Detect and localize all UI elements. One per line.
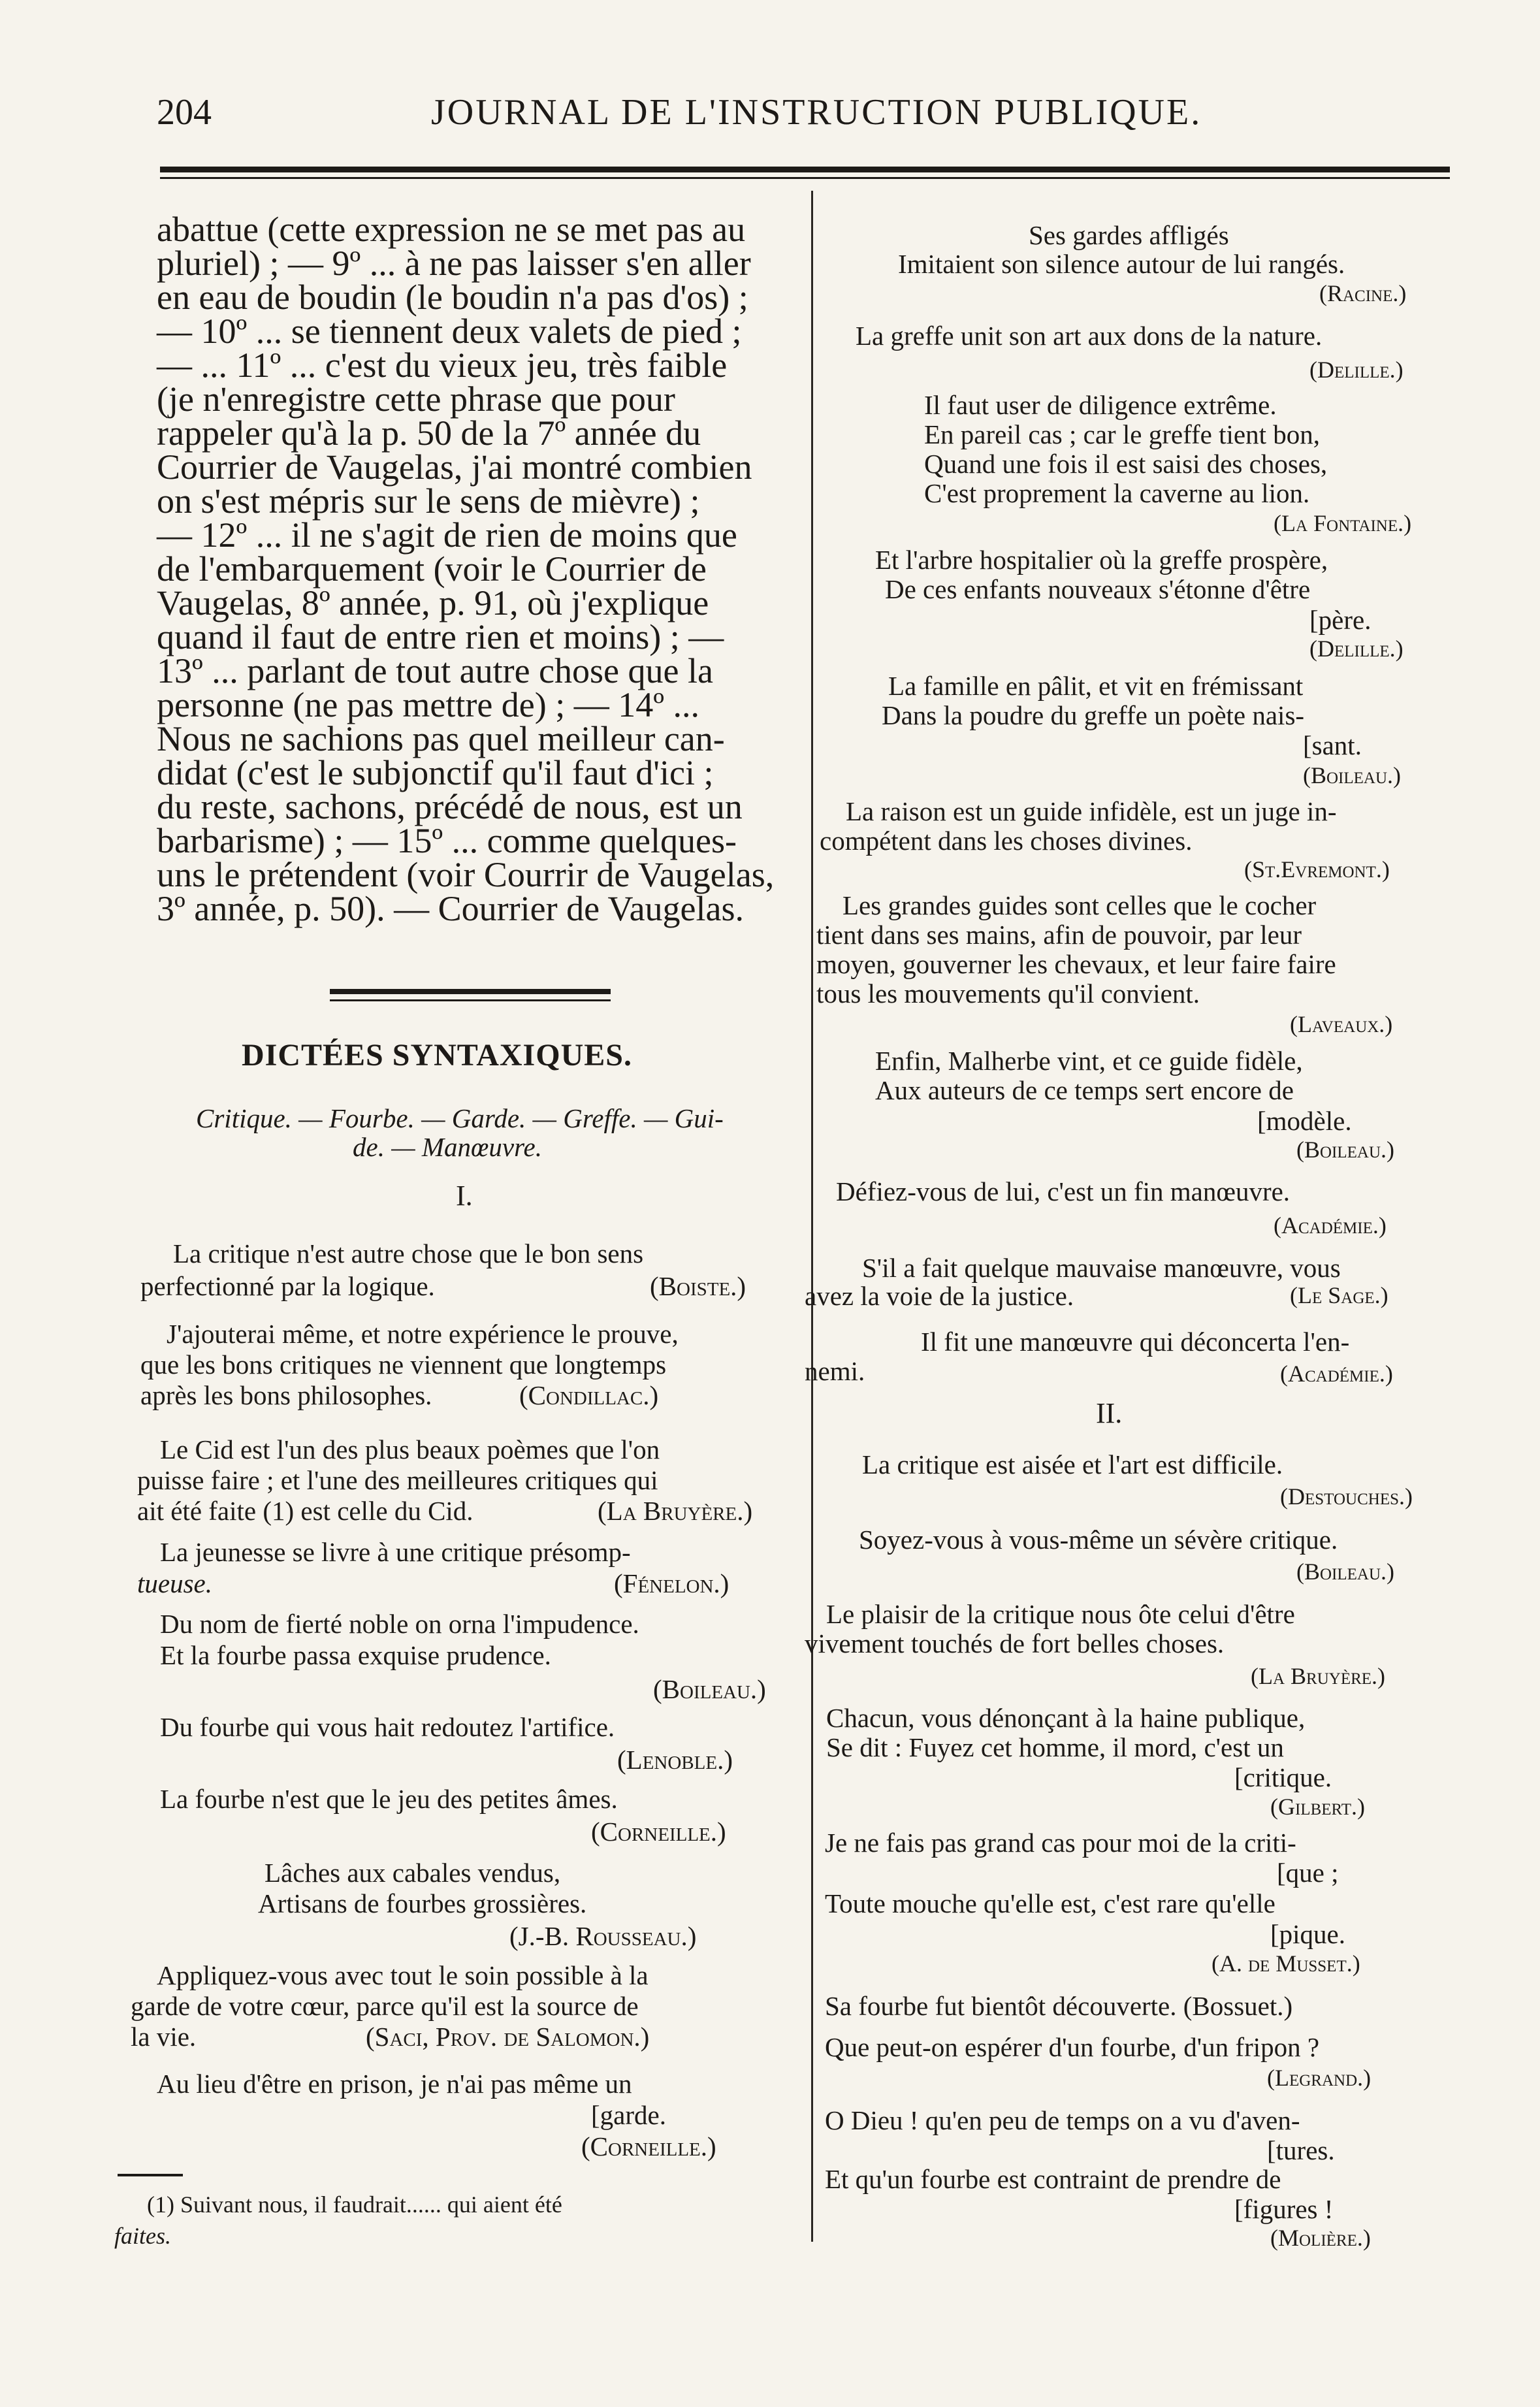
entry-text: après les bons philosophes. xyxy=(140,1380,432,1410)
quote-line: Et qu'un fourbe est contraint de prendre de xyxy=(825,2164,1281,2194)
intro-line: personne (ne pas mettre de) ; — 14º ... xyxy=(157,685,699,724)
intro-line: on s'est mépris sur le sens de mièvre) ; xyxy=(157,481,700,521)
entry-attribution: (Fénelon.) xyxy=(614,1568,730,1598)
header-rule-thin xyxy=(160,177,1450,179)
header-rule-thick xyxy=(160,167,1450,172)
intro-line: abattue (cette expression ne se met pas au xyxy=(157,210,746,249)
quote-line: Ses gardes affligés xyxy=(1029,220,1229,250)
section-number: II. xyxy=(1096,1397,1123,1429)
intro-line: 13º ... parlant de tout autre chose que la xyxy=(157,651,713,690)
entry-text: Artisans de fourbes grossières. xyxy=(258,1888,587,1918)
intro-line: en eau de boudin (le boudin n'a pas d'os) ; xyxy=(157,278,748,317)
quote-line: tous les mouvements qu'il convient. xyxy=(816,978,1200,1009)
entry-text: Lâches aux cabales vendus, xyxy=(265,1858,561,1888)
section-rule xyxy=(330,989,611,994)
intro-line: de l'embarquement (voir le Courrier de xyxy=(157,549,707,589)
quote-line: O Dieu ! qu'en peu de temps on a vu d'aven- xyxy=(825,2105,1300,2135)
intro-line: Vaugelas, 8º année, p. 91, où j'explique xyxy=(157,583,709,622)
intro-line: — ... 11º ... c'est du vieux jeu, très faible xyxy=(157,346,728,385)
quote-line: La greffe unit son art aux dons de la nature. xyxy=(856,321,1323,351)
quote-line: nemi. xyxy=(805,1356,865,1386)
quote-attribution: (Laveaux.) xyxy=(1290,1011,1393,1037)
quote-line: Le plaisir de la critique nous ôte celui d'être xyxy=(826,1599,1295,1629)
entry-attribution: (Boileau.) xyxy=(653,1674,766,1704)
intro-line: du reste, sachons, précédé de nous, est un xyxy=(157,787,743,826)
quote-line: S'il a fait quelque mauvaise manœuvre, vous xyxy=(862,1253,1341,1283)
quote-line: [sant. xyxy=(1303,730,1362,760)
entry-text: Et la fourbe passa exquise prudence. xyxy=(160,1640,551,1670)
quote-line: La raison est un guide infidèle, est un juge in- xyxy=(846,796,1337,826)
column-divider xyxy=(811,191,813,2242)
quote-line: [figures ! xyxy=(1234,2194,1334,2224)
quote-line: [critique. xyxy=(1234,1762,1332,1792)
quote-line: Et l'arbre hospitalier où la greffe prospère, xyxy=(875,545,1328,575)
entry-attribution: (Lenoble.) xyxy=(617,1745,733,1775)
quote-line: vivement touchés de fort belles choses. xyxy=(805,1628,1225,1658)
intro-line: — 12º ... il ne s'agit de rien de moins que xyxy=(157,515,737,555)
entry-attribution: (Corneille.) xyxy=(591,1817,726,1847)
quote-attribution: (La Bruyère.) xyxy=(1251,1663,1386,1689)
entry-text: Du nom de fierté noble on orna l'impudence. xyxy=(160,1609,639,1639)
entry-text: garde de votre cœur, parce qu'il est la source de xyxy=(131,1991,639,2021)
quote-line: De ces enfants nouveaux s'étonne d'être xyxy=(885,574,1311,604)
intro-line: didat (c'est le subjonctif qu'il faut d'ici ; xyxy=(157,753,714,792)
quote-line: Se dit : Fuyez cet homme, il mord, c'est un xyxy=(826,1732,1284,1762)
intro-line: uns le prétendent (voir Courrir de Vaugelas, xyxy=(157,855,775,894)
quote-attribution: (Le Sage.) xyxy=(1290,1282,1388,1308)
intro-line: pluriel) ; — 9º ... à ne pas laisser s'en aller xyxy=(157,244,751,283)
section-rule-thin xyxy=(330,999,611,1001)
intro-line: Courrier de Vaugelas, j'ai montré combien xyxy=(157,447,752,487)
quote-line: Que peut-on espérer d'un fourbe, d'un fripon ? xyxy=(825,2032,1320,2062)
quote-attribution: (Boileau.) xyxy=(1296,1137,1395,1163)
intro-line: barbarisme) ; — 15º ... comme quelques- xyxy=(157,821,737,860)
section-subtitle: Critique. — Fourbe. — Garde. — Greffe. — Gui- xyxy=(196,1103,724,1133)
quote-line: Il faut user de diligence extrême. xyxy=(924,390,1277,420)
quote-line: moyen, gouverner les chevaux, et leur faire faire xyxy=(816,949,1336,979)
section-number: I. xyxy=(456,1180,473,1212)
entry-text: La fourbe n'est que le jeu des petites âmes. xyxy=(160,1784,618,1814)
intro-line: Nous ne sachions pas quel meilleur can- xyxy=(157,719,725,758)
quote-attribution: (Académie.) xyxy=(1280,1361,1393,1387)
quote-line: Sa fourbe fut bientôt découverte. (Bossuet.) xyxy=(825,1991,1293,2021)
entry-attribution: (La Bruyère.) xyxy=(598,1496,753,1526)
quote-line: avez la voie de la justice. xyxy=(805,1281,1074,1311)
quote-line: tient dans ses mains, afin de pouvoir, par leur xyxy=(816,920,1302,950)
entry-text: La jeunesse se livre à une critique présomp- xyxy=(160,1537,631,1567)
quote-attribution: (Legrand.) xyxy=(1267,2065,1372,2091)
section-title: DICTÉES SYNTAXIQUES. xyxy=(242,1038,632,1073)
entry-text: Le Cid est l'un des plus beaux poèmes que l'on xyxy=(160,1434,660,1464)
entry-text: Du fourbe qui vous hait redoutez l'artifice. xyxy=(160,1712,615,1742)
quote-line: La critique est aisée et l'art est difficile. xyxy=(862,1449,1283,1479)
quote-attribution: (Delille.) xyxy=(1309,357,1404,383)
quote-line: Défiez-vous de lui, c'est un fin manœuvre. xyxy=(836,1176,1291,1206)
quote-line: Quand une fois il est saisi des choses, xyxy=(924,449,1328,479)
quote-attribution: (Racine.) xyxy=(1319,280,1407,306)
entry-text: [garde. xyxy=(591,2100,666,2130)
quote-line: Je ne fais pas grand cas pour moi de la criti- xyxy=(825,1828,1296,1858)
footnote: (1) Suivant nous, il faudrait...... qui aient été xyxy=(147,2191,562,2218)
quote-attribution: (Boileau.) xyxy=(1303,762,1402,788)
footnote: faites. xyxy=(114,2223,171,2249)
quote-attribution: (Molière.) xyxy=(1270,2225,1371,2251)
entry-attribution: (Corneille.) xyxy=(581,2131,716,2161)
quote-line: Soyez-vous à vous-même un sévère critique. xyxy=(859,1525,1338,1555)
quote-attribution: (A. de Musset.) xyxy=(1211,1950,1360,1977)
quote-line: [tures. xyxy=(1267,2135,1335,2165)
quote-attribution: (Delille.) xyxy=(1309,636,1404,662)
intro-line: — 10º ... se tiennent deux valets de pied ; xyxy=(157,312,742,351)
entry-text: que les bons critiques ne viennent que longtemps xyxy=(140,1349,667,1380)
quote-attribution: (La Fontaine.) xyxy=(1274,510,1412,536)
intro-line: rappeler qu'à la p. 50 de la 7º année du xyxy=(157,413,701,453)
entry-text: perfectionné par la logique. xyxy=(140,1271,435,1301)
entry-text: La critique n'est autre chose que le bon sens xyxy=(173,1238,644,1268)
page-number: 204 xyxy=(157,92,212,133)
intro-line: quand il faut de entre rien et moins) ; — xyxy=(157,617,724,656)
footnote-rule xyxy=(118,2174,183,2176)
running-title: JOURNAL DE L'INSTRUCTION PUBLIQUE. xyxy=(431,92,1202,133)
entry-attribution: (Saci, Prov. de Salomon.) xyxy=(366,2022,650,2052)
quote-line: En pareil cas ; car le greffe tient bon, xyxy=(924,419,1320,449)
quote-line: [pique. xyxy=(1270,1919,1345,1949)
quote-attribution: (Académie.) xyxy=(1274,1212,1387,1238)
entry-attribution: (Condillac.) xyxy=(519,1380,659,1410)
entry-text: J'ajouterai même, et notre expérience le prouve, xyxy=(167,1319,679,1349)
entry-text: ait été faite (1) est celle du Cid. xyxy=(137,1496,473,1526)
quote-attribution: (Destouches.) xyxy=(1280,1483,1413,1510)
intro-line: (je n'enregistre cette phrase que pour xyxy=(157,380,675,419)
quote-line: [que ; xyxy=(1277,1858,1339,1888)
quote-line: La famille en pâlit, et vit en frémissant xyxy=(888,671,1304,701)
entry-attribution: (J.-B. Rousseau.) xyxy=(509,1921,697,1951)
quote-line: Aux auteurs de ce temps sert encore de xyxy=(875,1075,1294,1105)
quote-line: Imitaient son silence autour de lui rangés. xyxy=(898,249,1345,279)
entry-text: puisse faire ; et l'une des meilleures critiques qui xyxy=(137,1465,658,1495)
section-subtitle: de. — Manœuvre. xyxy=(353,1132,542,1162)
quote-line: Enfin, Malherbe vint, et ce guide fidèle, xyxy=(875,1046,1303,1076)
quote-line: Dans la poudre du greffe un poète nais- xyxy=(882,700,1305,730)
quote-line: [père. xyxy=(1309,605,1372,635)
entry-text: tueuse. xyxy=(137,1568,212,1598)
entry-text: Appliquez-vous avec tout le soin possible à la xyxy=(157,1960,649,1990)
quote-attribution: (Gilbert.) xyxy=(1270,1794,1365,1820)
quote-attribution: (St.Evremont.) xyxy=(1244,856,1390,882)
entry-text: Au lieu d'être en prison, je n'ai pas même un xyxy=(157,2069,632,2099)
quote-line: Les grandes guides sont celles que le cocher xyxy=(842,890,1317,920)
quote-line: compétent dans les choses divines. xyxy=(820,826,1193,856)
quote-line: [modèle. xyxy=(1257,1106,1352,1136)
quote-line: Toute mouche qu'elle est, c'est rare qu'elle xyxy=(825,1888,1275,1918)
quote-attribution: (Boileau.) xyxy=(1296,1559,1395,1585)
entry-text: la vie. xyxy=(131,2022,197,2052)
intro-line: 3º année, p. 50). — Courrier de Vaugelas. xyxy=(157,889,744,928)
quote-line: Chacun, vous dénonçant à la haine publique, xyxy=(826,1703,1306,1733)
quote-line: C'est proprement la caverne au lion. xyxy=(924,478,1310,508)
entry-attribution: (Boiste.) xyxy=(650,1271,746,1301)
quote-line: Il fit une manœuvre qui déconcerta l'en- xyxy=(921,1327,1350,1357)
